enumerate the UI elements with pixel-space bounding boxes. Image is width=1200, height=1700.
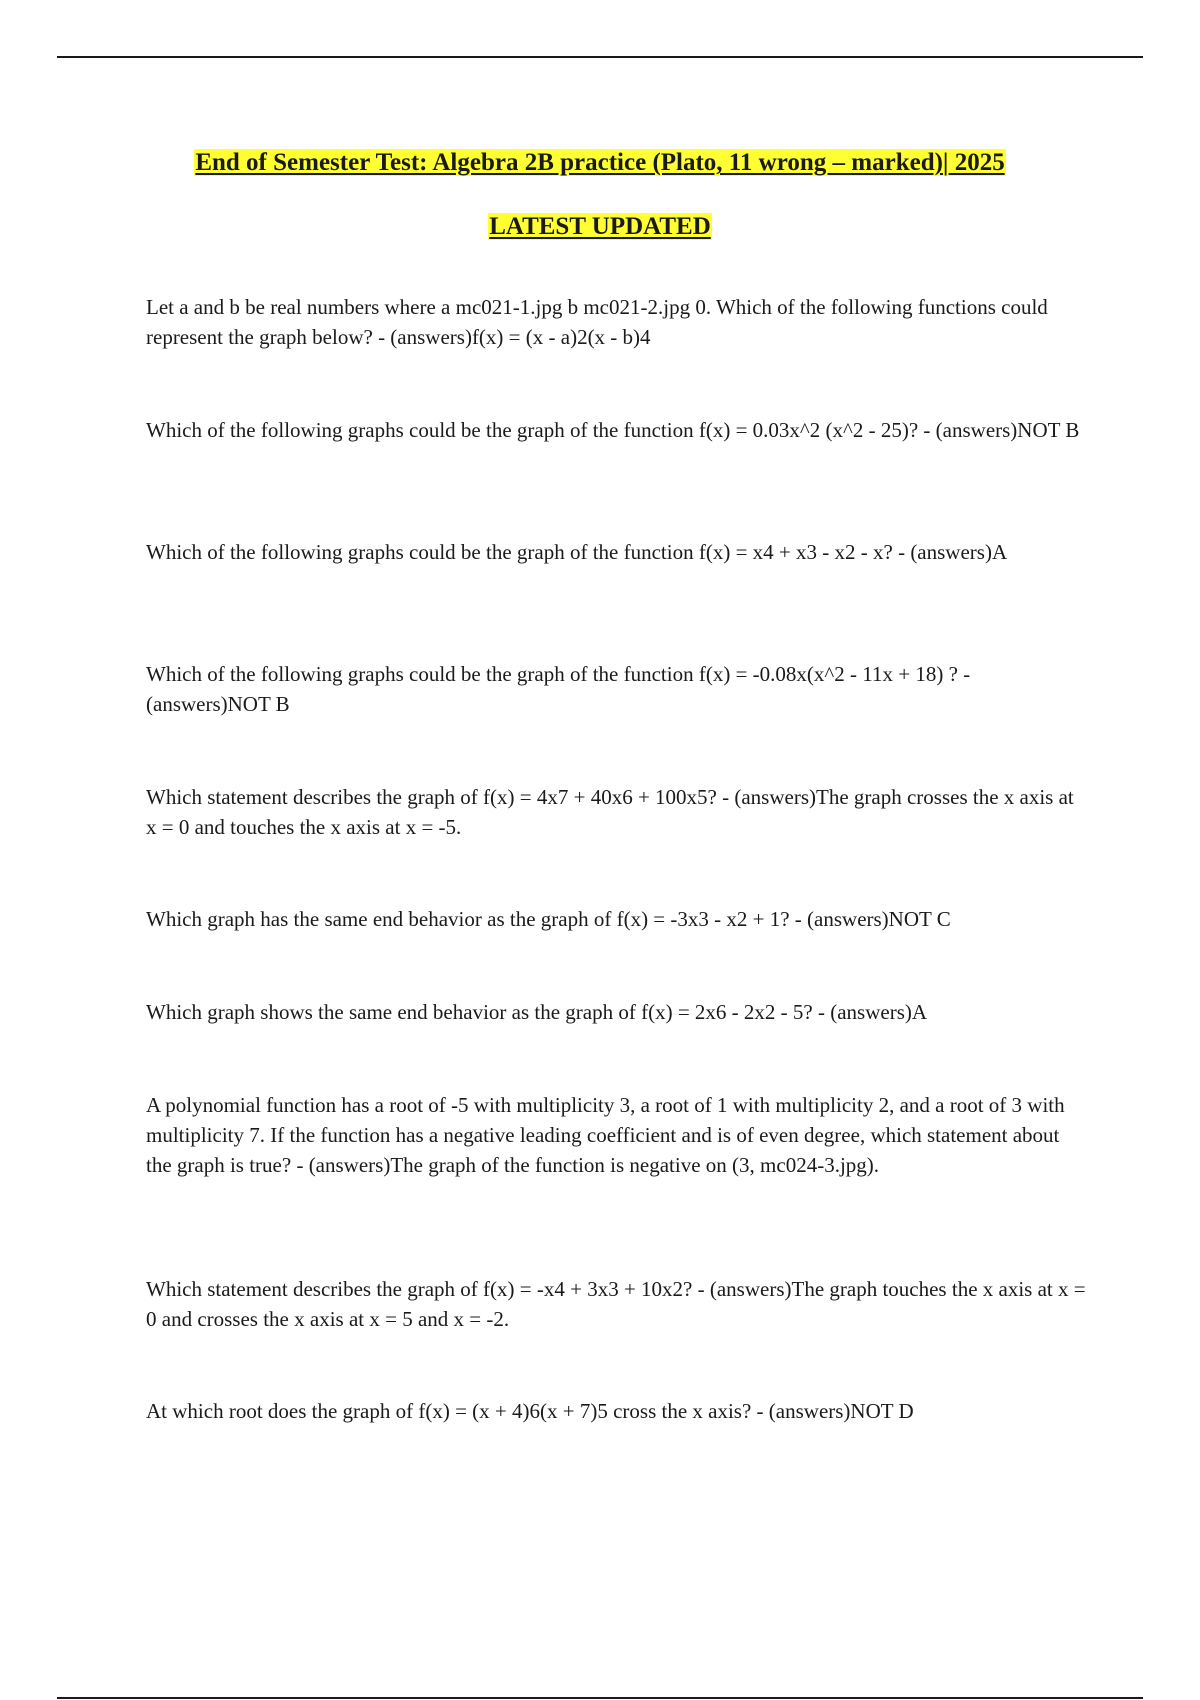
question-3: Which of the following graphs could be the graph of the function f(x) = x4 + x3 - x2 - x? - (answers)A: [146, 540, 1008, 564]
title-highlight-2: LATEST UPDATED: [489, 213, 711, 240]
question-4: Which of the following graphs could be the graph of the function f(x) = -0.08x(x^2 - 11x + 18) ? - (answers)NOT B: [146, 662, 971, 716]
question-1: Let a and b be real numbers where a mc021-1.jpg b mc021-2.jpg 0. Which of the following functions could represent the graph below? - (answers)f(x) = (x - a)2(x - b)4: [146, 295, 1048, 349]
question-7: Which graph shows the same end behavior as the graph of f(x) = 2x6 - 2x2 - 5? - (answers)A: [146, 1000, 928, 1024]
question-8: A polynomial function has a root of -5 with multiplicity 3, a root of 1 with multiplicity 2, and a root of 3 with multiplicity 7. If the function has a negative leading coefficient and is of even degree, which statement about the graph is true? - (answers)The graph of the function is negative on (3, mc024-3.jpg).: [146, 1093, 1065, 1177]
title-highlight-1: End of Semester Test: Algebra 2B practice (Plato, 11 wrong – marked)| 2025: [195, 149, 1005, 176]
question-10: At which root does the graph of f(x) = (x + 4)6(x + 7)5 cross the x axis? - (answers)NOT D: [146, 1399, 914, 1423]
question-9: Which statement describes the graph of f(x) = -x4 + 3x3 + 10x2? - (answers)The graph touches the x axis at x = 0 and crosses the x axis at x = 5 and x = -2.: [146, 1277, 1086, 1331]
question-5: Which statement describes the graph of f(x) = 4x7 + 40x6 + 100x5? - (answers)The graph crosses the x axis at x = 0 and touches the x axis at x = -5.: [146, 785, 1074, 839]
document-title-line-2: [0, 212, 1200, 242]
bottom-rule: [57, 1697, 1143, 1699]
question-2: Which of the following graphs could be the graph of the function f(x) = 0.03x^2 (x^2 - 25)? - (answers)NOT B: [146, 418, 1080, 442]
top-rule: [57, 56, 1143, 58]
question-6: Which graph has the same end behavior as the graph of f(x) = -3x3 - x2 + 1? - (answers)NOT C: [146, 907, 951, 931]
document-title-line-1: [0, 148, 1200, 178]
